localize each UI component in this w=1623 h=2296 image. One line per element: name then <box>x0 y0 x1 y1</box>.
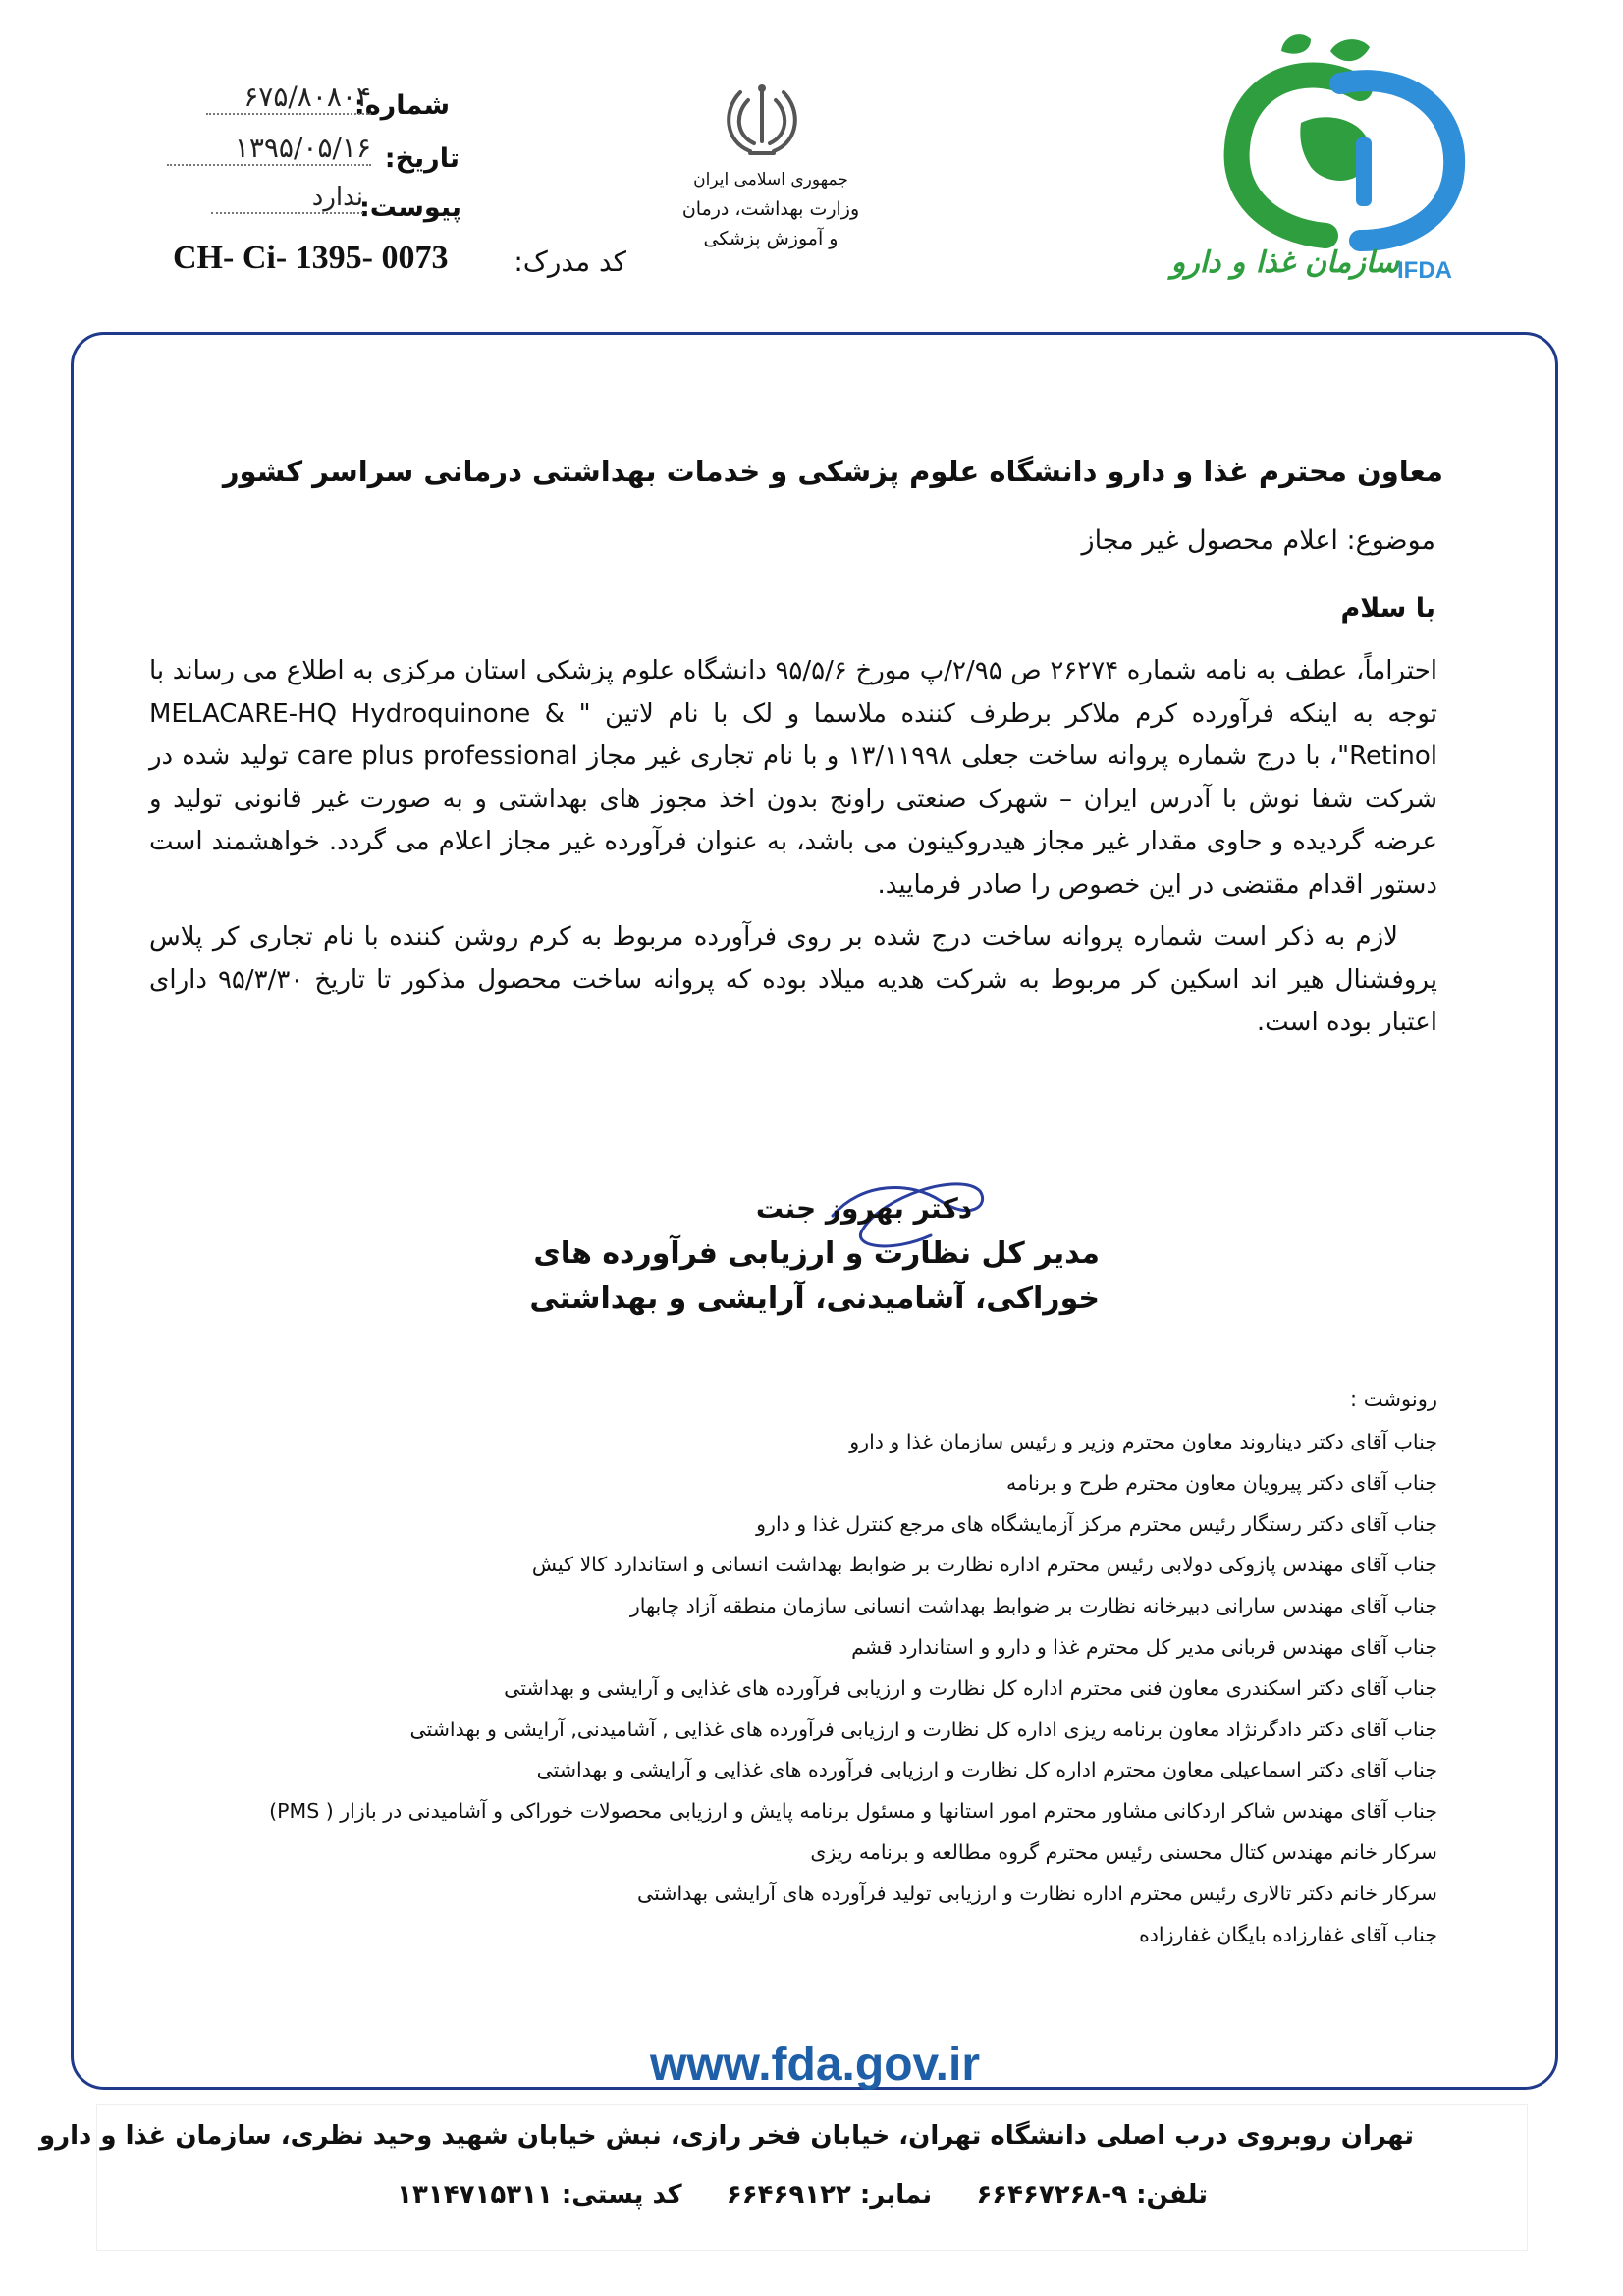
doc-code-label: کد مدرک: <box>514 246 626 278</box>
cc-item: جناب آقای مهندس قربانی مدیر کل محترم غذا و دارو و استاندارد قشم <box>851 1634 1437 1659</box>
number-value: ۶۷۵/۸۰۸۰۴ <box>206 81 371 115</box>
signature-block <box>529 1186 1100 1322</box>
emblem-icon <box>719 81 805 159</box>
cc-item: جناب آقای دکتر رستگار رئیس محترم مرکز آزمایشگاه های مرجع کنترل غذا و دارو <box>756 1511 1437 1536</box>
letter-body <box>149 650 1437 1045</box>
signer-title-2: خوراکی، آشامیدنی، آرایشی و بهداشتی <box>529 1282 1100 1316</box>
date-value: ۱۳۹۵/۰۵/۱۶ <box>167 132 371 166</box>
cc-list <box>196 1422 1437 1955</box>
footer-address: تهران روبروی درب اصلی دانشگاه تهران، خیابان فخر رازی، نبش خیابان شهید وحید نظری، سازمان غذا و دارو <box>38 2121 1414 2151</box>
date-label: تاریخ: <box>384 143 460 174</box>
attachment-label: پیوست: <box>358 192 461 223</box>
cc-item: جناب آقای دکتر دیناروند معاون محترم وزیر و رئیس سازمان غذا و دارو <box>849 1430 1437 1453</box>
subject: موضوع: اعلام محصول غیر مجاز <box>1081 525 1435 556</box>
logo-text: سازمان غذا و دارو <box>1170 246 1399 280</box>
cc-item: سرکار خانم مهندس کتال محسنی رئیس محترم گروه مطالعه و برنامه ریزی <box>810 1839 1437 1864</box>
ministry-name <box>658 165 884 253</box>
cc-title: رونوشت : <box>1350 1388 1437 1411</box>
logo-abbr: IFDA <box>1397 257 1452 284</box>
greeting: با سلام <box>1340 593 1435 624</box>
paragraph-1: احتراماً، عطف به نامه شماره ۲۶۲۷۴ ص ۲/۹۵/پ مورخ ۹۵/۵/۶ دانشگاه علوم پزشکی استان مرکزی به اطلاع می رساند با توجه به اینکه فرآورده کرم ملاکر برطرف کننده ملاسما و لک با نام لاتین " MELACARE-HQ Hydroquinone & Retinol"، با درج شماره پروانه ساخت جعلی ۱۳/۱۱۹۹۸ و با نام تجاری غیر مجاز care plus professional تولید شده در شرکت شفا نوش با آدرس ایران – شهرک صنعتی راونج بدون اخذ مجوز های بهداشتی و به صورت غیر قانونی تولید و عرضه گردیده و حاوی مقدار غیر مجاز هیدروکینون می باشد، به عنوان فرآورده غیر مجاز اعلام می گردد. خواهشمند است دستور اقدام مقتضی در این خصوص را صادر فرمایید. <box>149 656 1438 900</box>
number-label: شماره: <box>353 90 450 121</box>
ministry-line-2: وزارت بهداشت، درمان <box>681 198 860 220</box>
ministry-line-3: و آموزش پزشکی <box>703 228 839 249</box>
cc-item: جناب آقای مهندس سارانی دبیرخانه نظارت بر ضوابط بهداشت انسانی سازمان منطقه آزاد چابهار <box>629 1594 1437 1618</box>
cc-item: جناب آقای دکتر پیرویان معاون محترم طرح و برنامه <box>1006 1470 1437 1495</box>
attachment-value: ندارد <box>211 183 363 214</box>
cc-item: جناب آقای مهندس شاکر اردکانی مشاور محترم امور استانها و مسئول برنامه پایش و ارزیابی محصولات خوراکی و آشامیدنی در بازار ( PMS) <box>269 1799 1437 1824</box>
cc-item: سرکار خانم دکتر تالاری رئیس محترم اداره نظارت و ارزیابی تولید فرآورده های آرایشی بهداشتی <box>637 1881 1437 1905</box>
cc-item: جناب آقای غفارزاده بایگان غفارزاده <box>1139 1922 1437 1946</box>
signer-name: دکتر بهروز جنت <box>755 1192 973 1225</box>
header <box>0 0 1623 295</box>
cc-item: جناب آقای دکتر اسکندری معاون فنی محترم اداره کل نظارت و ارزیابی فرآورده های غذایی و آرایشی و بهداشتی <box>504 1675 1437 1700</box>
signer-title-1: مدیر کل نظارت و ارزیابی فرآورده های <box>533 1236 1100 1271</box>
cc-item: جناب آقای مهندس پازوکی دولابی رئیس محترم اداره نظارت بر ضوابط بهداشت انسانی و استاندارد کالا کیش <box>531 1553 1437 1577</box>
website-link[interactable]: www.fda.gov.ir <box>649 2039 981 2091</box>
cc-item: جناب آقای دکتر دادگرنژاد معاون برنامه ریزی اداره کل نظارت و ارزیابی فرآورده های غذایی , آشامیدنی, آرایشی و بهداشتی <box>409 1717 1437 1741</box>
ifda-logo <box>1163 29 1507 290</box>
addressee: معاون محترم غذا و دارو دانشگاه علوم پزشکی و خدمات بهداشتی درمانی سراسر کشور <box>222 455 1443 488</box>
footer-contact: تلفن: ۹-۶۶۴۶۷۲۶۸ نمابر: ۶۶۴۶۹۱۲۲ کد پستی: ۱۳۱۴۷۱۵۳۱۱ <box>397 2180 1208 2210</box>
cc-item: جناب آقای دکتر اسماعیلی معاون محترم اداره کل نظارت و ارزیابی فرآورده های غذایی و آرایشی و بهداشتی <box>536 1758 1437 1782</box>
paragraph-2: لازم به ذکر است شماره پروانه ساخت درج شده بر روی فرآورده مربوط به کرم روشن کننده با نام تجاری کر پلاس پروفشنال هیر اند اسکین کر مربوط به شرکت هدیه میلاد بوده که پروانه ساخت محصول مذکور تا تاریخ ۹۵/۳/۳۰ دارای اعتبار بوده است. <box>149 922 1437 1037</box>
ministry-line-1: جمهوری اسلامی ایران <box>693 170 848 190</box>
doc-code-value: CH- Ci- 1395- 0073 <box>173 240 449 276</box>
